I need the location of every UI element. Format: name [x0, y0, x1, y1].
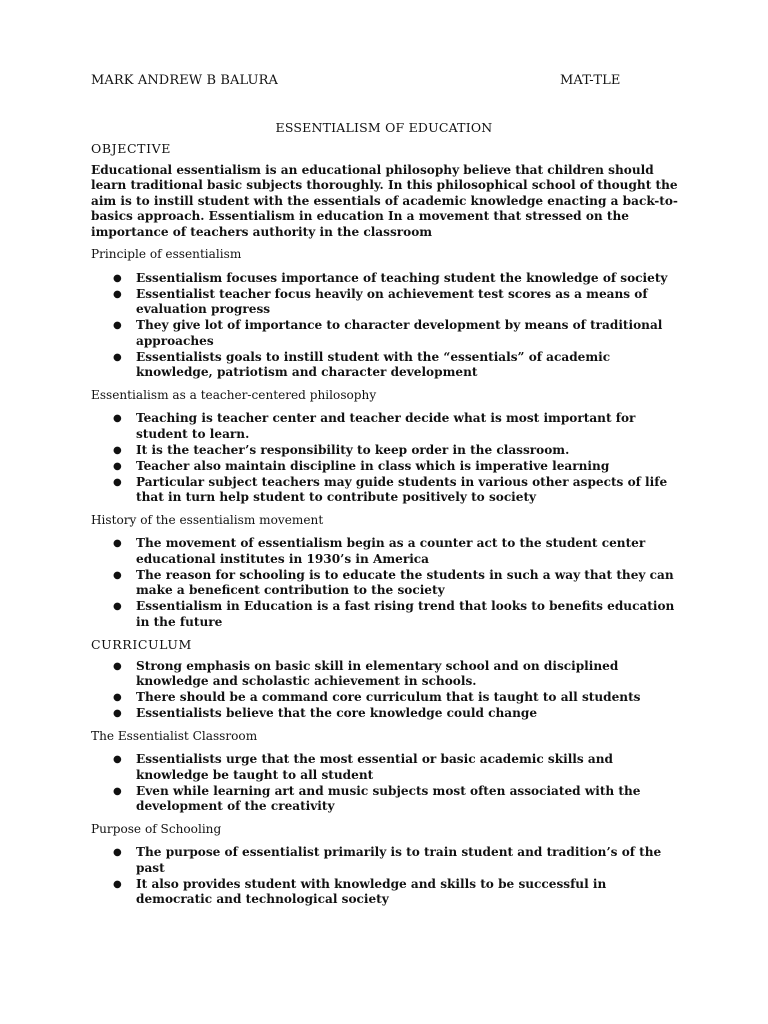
- teacher-centered-list: [91, 411, 683, 506]
- bullet-icon: ●: [113, 413, 122, 424]
- list-item: ● The purpose of essentialist primarily is to train student and tradition’s of the past: [113, 845, 662, 875]
- objective-section: [91, 141, 683, 240]
- bullet-icon: ●: [113, 351, 122, 363]
- bullet-icon: ●: [113, 601, 122, 612]
- list-item: ● There should be a command core curriculum that is taught to all students: [113, 690, 641, 704]
- objective-paragraph: Educational essentialism is an educational philosophy believe that children should learn traditional basic subjects thoroughly. In this philosophical school of thought the aim is to instill student with the essentials of academic knowledge enacting a back-to-basics approach. Essentialism in education In a movement that stressed on the importance of teachers authority in the classroom: [91, 162, 678, 239]
- list-item: ● Strong emphasis on basic skill in elementary school and on disciplined knowledge and scholastic achievement in schools.: [113, 658, 619, 688]
- objective-heading: OBJECTIVE: [91, 141, 171, 156]
- curriculum-section: [91, 637, 683, 722]
- list-item: ● The movement of essentialism begin as a counter act to the student center educational institutes in 1930’s in America: [113, 536, 646, 566]
- classroom-heading: The Essentialist Classroom: [91, 728, 258, 743]
- purpose-list: [91, 845, 683, 908]
- teacher-centered-heading: Essentialism as a teacher-centered philosophy: [91, 387, 377, 402]
- history-heading: History of the essentialism movement: [91, 512, 324, 527]
- list-item: ● The reason for schooling is to educate the students in such a way that they can make a beneficent contribution to the society: [113, 567, 674, 597]
- document-body: [91, 141, 683, 915]
- bullet-icon: ●: [113, 569, 122, 581]
- history-section: [91, 513, 683, 631]
- bullet-icon: ●: [113, 692, 122, 703]
- course-code: MAT-TLE: [560, 73, 621, 88]
- bullet-icon: ●: [113, 754, 122, 765]
- principle-list: [91, 271, 683, 381]
- bullet-icon: ●: [113, 460, 122, 472]
- bullet-icon: ●: [113, 785, 122, 797]
- curriculum-list: [91, 659, 683, 722]
- bullet-icon: ●: [113, 320, 122, 331]
- bullet-icon: ●: [113, 444, 122, 456]
- document-title: ESSENTIALISM OF EDUCATION: [275, 120, 493, 135]
- list-item: ● Essentialism in Education is a fast rising trend that looks to benefits education in the future: [113, 599, 675, 629]
- purpose-heading: Purpose of Schooling: [91, 821, 222, 836]
- bullet-icon: ●: [113, 708, 122, 719]
- list-item: ● Even while learning art and music subjects most often associated with the development of the creativity: [113, 783, 641, 813]
- principle-heading: Principle of essentialism: [91, 247, 242, 261]
- list-item: ● Teaching is teacher center and teacher decide what is most important for student to learn.: [113, 411, 636, 441]
- list-item: ● Particular subject teachers may guide students in various other aspects of life that in turn help student to contribute positively to society: [113, 474, 668, 504]
- bullet-icon: ●: [113, 288, 122, 300]
- classroom-list: [91, 752, 683, 815]
- bullet-icon: ●: [113, 878, 122, 890]
- list-item: ● Essentialism focuses importance of teaching student the knowledge of society: [113, 270, 668, 285]
- history-list: [91, 536, 683, 630]
- purpose-section: [91, 822, 683, 908]
- curriculum-heading: CURRICULUM: [91, 637, 192, 652]
- list-item: ● Essentialists believe that the core knowledge could change: [113, 706, 538, 720]
- list-item: ● It also provides student with knowledge and skills to be successful in democratic and technological society: [113, 876, 607, 906]
- list-item: ● Essentialists urge that the most essential or basic academic skills and knowledge be taught to all student: [113, 752, 613, 782]
- list-item: ● Essentialist teacher focus heavily on achievement test scores as a means of evaluation progress: [113, 286, 648, 316]
- list-item: ● Teacher also maintain discipline in class which is imperative learning: [113, 458, 610, 473]
- author-name: MARK ANDREW B BALURA: [91, 73, 278, 88]
- bullet-icon: ●: [113, 660, 122, 672]
- bullet-icon: ●: [113, 538, 122, 549]
- principle-section: [91, 247, 683, 381]
- list-item: ● It is the teacher’s responsibility to keep order in the classroom.: [113, 442, 570, 457]
- teacher-centered-section: [91, 388, 683, 506]
- bullet-icon: ●: [113, 272, 122, 284]
- bullet-icon: ●: [113, 476, 122, 488]
- bullet-icon: ●: [113, 847, 122, 858]
- list-item: ● They give lot of importance to character development by means of traditional approaches: [113, 318, 663, 348]
- classroom-section: [91, 729, 683, 815]
- list-item: ● Essentialists goals to instill student with the “essentials” of academic knowledge, patriotism and character development: [113, 349, 611, 379]
